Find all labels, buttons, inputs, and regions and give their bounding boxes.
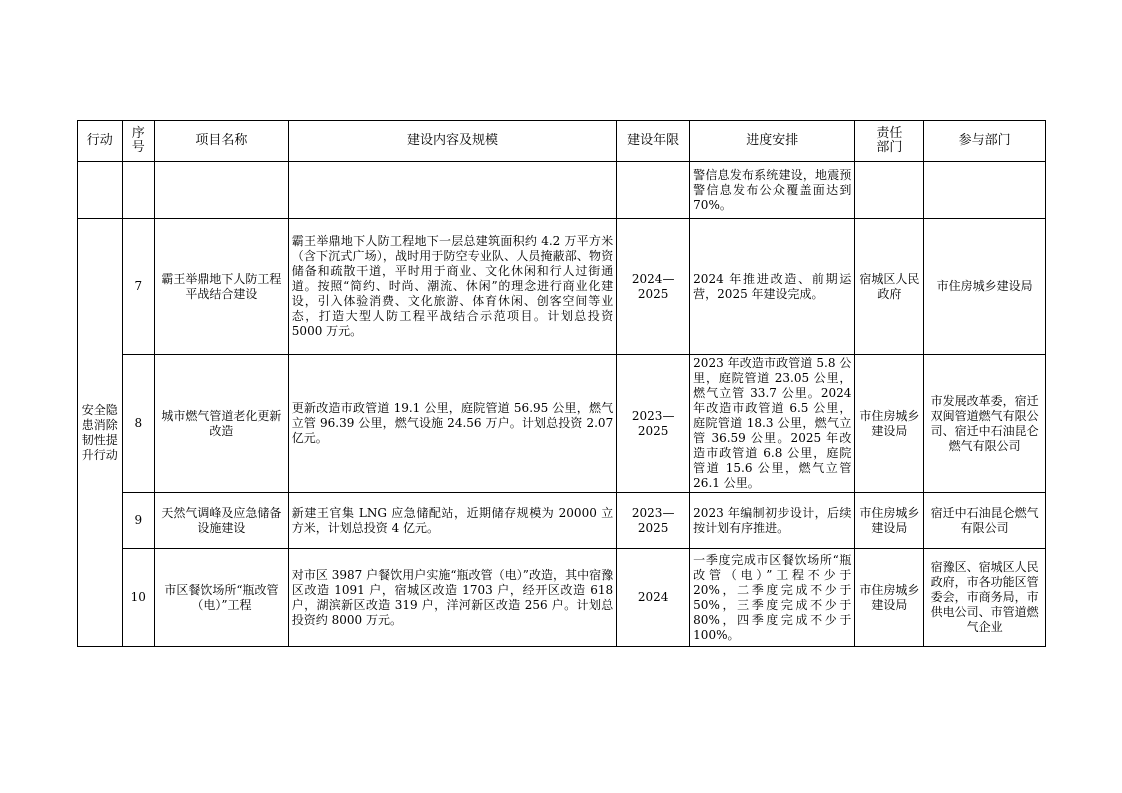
cell-responsible: 市住房城乡建设局 xyxy=(855,355,924,493)
cell-responsible: 宿城区人民政府 xyxy=(855,219,924,355)
cell-plan: 一季度完成市区餐饮场所“瓶改管（电）”工程不少于 20%，二季度完成不少于 50%，三季度完成不少于 80%，四季度完成不少于 100%。 xyxy=(690,549,855,647)
cell-action-group: 安全隐患消除韧性提升行动 xyxy=(78,219,123,647)
cell-content: 更新改造市政管道 19.1 公里，庭院管道 56.95 公里，燃气立管 96.39 公里，燃气设施 24.56 万户。计划总投资 2.07 亿元。 xyxy=(288,355,616,493)
cell-participants: 市发展改革委，宿迁双闽管道燃气有限公司、宿迁中石油昆仑燃气有限公司 xyxy=(924,355,1046,493)
table-row-continuation xyxy=(78,162,1046,219)
cell-responsible: 市住房城乡建设局 xyxy=(855,549,924,647)
cell-no: 10 xyxy=(122,549,154,647)
table-row xyxy=(78,549,1046,647)
cell-name: 市区餐饮场所“瓶改管（电）”工程 xyxy=(155,549,289,647)
cell-participants: 宿豫区、宿城区人民政府，市各功能区管委会，市商务局，市供电公司、市管道燃气企业 xyxy=(924,549,1046,647)
cell-participants-empty xyxy=(924,162,1046,219)
cell-responsible-empty xyxy=(855,162,924,219)
cell-year: 2023—2025 xyxy=(617,493,690,549)
table-row xyxy=(78,355,1046,493)
header-year: 建设年限 xyxy=(617,121,690,162)
table-header-row xyxy=(78,121,1046,162)
cell-content-empty xyxy=(288,162,616,219)
header-action: 行动 xyxy=(78,121,123,162)
header-responsible-line2: 部门 xyxy=(876,140,903,155)
table-row xyxy=(78,219,1046,355)
cell-plan: 2024 年推进改造、前期运营，2025 年建设完成。 xyxy=(690,219,855,355)
cell-plan: 2023 年改造市政管道 5.8 公里，庭院管道 23.05 公里，燃气立管 33.7 公里。2024 年改造市政管道 6.5 公里，庭院管道 18.3 公里，燃气立管 36.59 公里。2025 年改造市政管道 6.8 公里，庭院管道 15.6 公里，燃气立管 26.1 公里。 xyxy=(690,355,855,493)
cell-plan: 2023 年编制初步设计，后续按计划有序推进。 xyxy=(690,493,855,549)
cell-no-empty xyxy=(122,162,154,219)
cell-year: 2024 xyxy=(617,549,690,647)
cell-year: 2023—2025 xyxy=(617,355,690,493)
cell-name: 天然气调峰及应急储备设施建设 xyxy=(155,493,289,549)
cell-action-empty xyxy=(78,162,123,219)
cell-name-empty xyxy=(155,162,289,219)
cell-participants: 宿迁中石油昆仑燃气有限公司 xyxy=(924,493,1046,549)
header-responsible xyxy=(855,121,924,162)
header-no: 序号 xyxy=(122,121,154,162)
cell-no: 8 xyxy=(122,355,154,493)
table-row xyxy=(78,493,1046,549)
header-name: 项目名称 xyxy=(155,121,289,162)
cell-content: 新建王官集 LNG 应急储配站，近期储存规模为 20000 立方米，计划总投资 4 亿元。 xyxy=(288,493,616,549)
header-content: 建设内容及规模 xyxy=(288,121,616,162)
cell-no: 9 xyxy=(122,493,154,549)
cell-no: 7 xyxy=(122,219,154,355)
header-participants: 参与部门 xyxy=(924,121,1046,162)
cell-year-empty xyxy=(617,162,690,219)
header-responsible-line1: 责任 xyxy=(876,126,903,141)
cell-content: 霸王举鼎地下人防工程地下一层总建筑面积约 4.2 万平方米（含下沉式广场），战时用于防空专业队、人员掩蔽部、物资储备和疏散干道，平时用于商业、文化休闲和行人过街通道。按照“简约、时尚、潮流、休闲”的理念进行商业化建设，引入体验消费、文化旅游、体育休闲、创客空间等业态，打造大型人防工程平战结合示范项目。计划总投资 5000 万元。 xyxy=(288,219,616,355)
cell-name: 霸王举鼎地下人防工程平战结合建设 xyxy=(155,219,289,355)
cell-plan: 警信息发布系统建设，地震预警信息发布公众覆盖面达到 70%。 xyxy=(690,162,855,219)
cell-responsible: 市住房城乡建设局 xyxy=(855,493,924,549)
project-table xyxy=(77,120,1046,647)
cell-participants: 市住房城乡建设局 xyxy=(924,219,1046,355)
cell-name: 城市燃气管道老化更新改造 xyxy=(155,355,289,493)
header-plan: 进度安排 xyxy=(690,121,855,162)
cell-year: 2024—2025 xyxy=(617,219,690,355)
cell-content: 对市区 3987 户餐饮用户实施“瓶改管（电）”改造，其中宿豫区改造 1091 户，宿城区改造 1703 户，经开区改造 618 户，湖滨新区改造 319 户，洋河新区改造 256 户。计划总投资约 8000 万元。 xyxy=(288,549,616,647)
